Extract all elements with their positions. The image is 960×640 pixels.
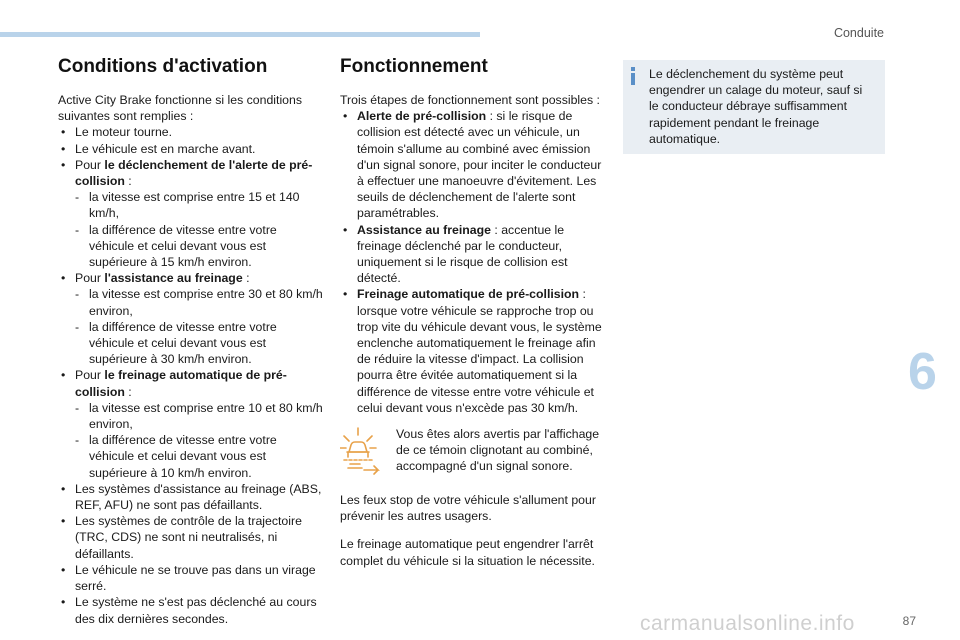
conditions-title: Conditions d'activation bbox=[58, 56, 268, 77]
full-stop-text: Le freinage automatique peut engendrer l'arrêt complet du véhicule si la situation le nécessite. bbox=[340, 537, 595, 568]
stage-alert: • Alerte de pré-collision : si le risque de collision est détecté avec un véhicule, un témoin s'allume au combiné avec émission d'un signal sonore, pour inciter le conducteur à effectuer une manoeuvre d'évitement. Les seuils de déclenchement de l'alerte sont paramétrables. bbox=[340, 108, 605, 221]
watermark: carmanualsonline.info bbox=[640, 612, 855, 635]
condition-alert-speed: - la vitesse est comprise entre 15 et 140 km/h, bbox=[58, 189, 323, 221]
condition-abs: • Les systèmes d'assistance au freinage (ABS, REF, AFU) ne sont pas défaillants. bbox=[58, 481, 323, 513]
condition-alert: • Pour le déclenchement de l'alerte de pré-collision : bbox=[58, 157, 323, 189]
condition-assist: • Pour l'assistance au freinage : bbox=[58, 270, 323, 286]
condition-recent: • Le système ne s'est pas déclenché au cours des dix dernières secondes. bbox=[58, 594, 323, 626]
operation-title: Fonctionnement bbox=[340, 56, 488, 77]
alert-info-text: Vous êtes alors avertis par l'affichage de ce témoin clignotant au combiné, accompagné d'un signal sonore. bbox=[396, 427, 600, 474]
condition-assist-speed: - la vitesse est comprise entre 30 et 80 km/h environ, bbox=[58, 286, 323, 318]
condition-engine: • Le moteur tourne. bbox=[58, 124, 323, 140]
collision-warning-icon bbox=[340, 426, 396, 480]
condition-curve: • Le véhicule ne se trouve pas dans un virage serré. bbox=[58, 562, 323, 594]
conditions-intro: Active City Brake fonctionne si les conditions suivantes sont remplies : bbox=[58, 93, 303, 124]
condition-trc: • Les systèmes de contrôle de la trajectoire (TRC, CDS) ne sont ni neutralisés, ni défaillants. bbox=[58, 513, 323, 562]
note-text: Le déclenchement du système peut engendrer un calage du moteur, sauf si le conducteur débraye suffisamment rapidement pendant le freinage automatique. bbox=[649, 67, 863, 146]
stop-lights-text: Les feux stop de votre véhicule s'allument pour prévenir les autres usagers. bbox=[340, 493, 596, 524]
info-icon bbox=[631, 67, 635, 85]
condition-assist-diff: - la différence de vitesse entre votre véhicule et celui devant vous est supérieure à 30 km/h environ. bbox=[58, 319, 323, 368]
section-label: Conduite bbox=[833, 26, 884, 40]
stage-auto: • Freinage automatique de pré-collision : lorsque votre véhicule se rapproche trop ou trop vite du véhicule devant vous, le système enclenche automatiquement le freinage afin de réduire la vitesse d'impact. La collision pourra être évitée automatiquement si la différence de vitesse entre votre véhicule et celui devant vous n'excède pas 30 km/h. bbox=[340, 286, 605, 416]
conditions-column bbox=[58, 54, 323, 627]
condition-forward: • Le véhicule est en marche avant. bbox=[58, 141, 323, 157]
condition-alert-diff: - la différence de vitesse entre votre véhicule et celui devant vous est supérieure à 15 km/h environ. bbox=[58, 222, 323, 271]
condition-auto-diff: - la différence de vitesse entre votre véhicule et celui devant vous est supérieure à 10 km/h environ. bbox=[58, 432, 323, 481]
alert-info-row bbox=[340, 426, 605, 480]
condition-auto: • Pour le freinage automatique de pré-collision : bbox=[58, 367, 323, 399]
chapter-number: 6 bbox=[908, 343, 937, 401]
stage-assist: • Assistance au freinage : accentue le freinage déclenché par le conducteur, uniquement si le risque de collision est détecté. bbox=[340, 222, 605, 287]
header-bar bbox=[0, 32, 480, 37]
condition-auto-speed: - la vitesse est comprise entre 10 et 80 km/h environ, bbox=[58, 400, 323, 432]
operation-intro: Trois étapes de fonctionnement sont possibles : bbox=[340, 93, 600, 107]
operation-column bbox=[340, 54, 605, 569]
note-box bbox=[623, 60, 885, 154]
page-number: 87 bbox=[902, 614, 916, 628]
